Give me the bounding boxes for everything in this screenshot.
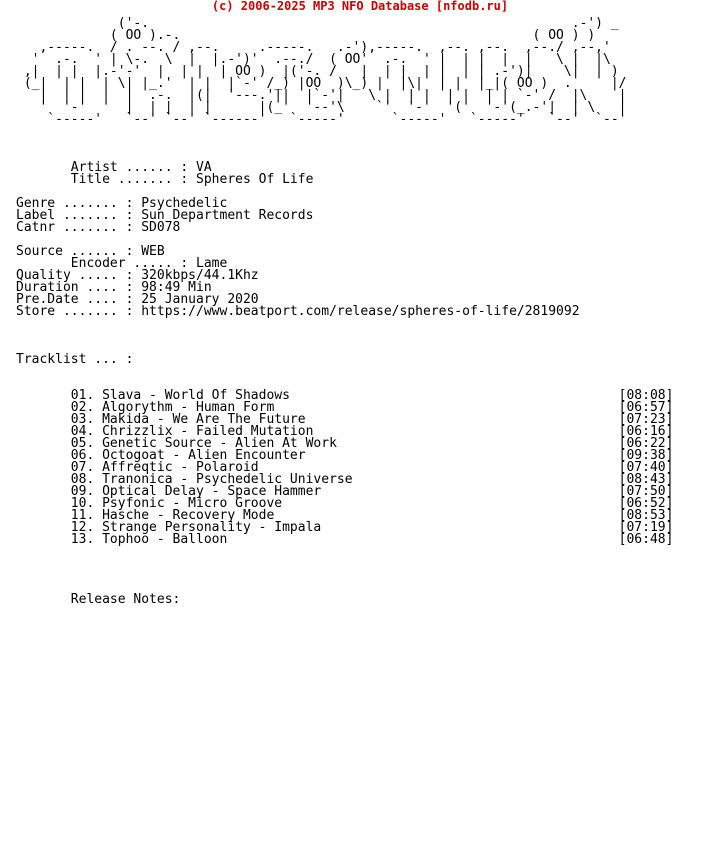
ascii-logo-line: ,| | | |.-'-' | | | | OO ) |('-. / | | | | | | | .-')| \| | ) <box>16 64 619 79</box>
track-row: 02. Algorythm - Human Form [06:57] <box>16 400 674 415</box>
blank-line <box>16 330 673 342</box>
blank-line <box>16 366 673 378</box>
track-row: 01. Slava - World Of Shadows [08:08] <box>16 388 674 403</box>
blank-line <box>16 138 673 150</box>
release-notes-label: Release Notes: <box>16 592 181 607</box>
track-row: 11. Hasche - Recovery Mode [08:53] <box>16 508 674 523</box>
store-line: Store ....... : https://www.beatport.com/release/spheres-of-life/2819092 <box>16 304 580 319</box>
ascii-logo-line: ( OO ).-. ( OO ) ) <box>16 28 596 43</box>
ascii-logo-line: ' .-. ' | \-. \ | |.-')' .--./ ( OO' .-. ' | | | | | \ | |\ <box>16 52 611 67</box>
tracklist-label: Tracklist ... : <box>16 352 134 367</box>
ascii-logo-line: ' '-' ' | | | | | |(_' '--'\ `' '-' '(' '-'(_.-'| | \ | <box>16 100 627 115</box>
track-row: 07. Affreqtic - Polaroid [07:40] <box>16 460 674 475</box>
track-row: 13. Tophoo - Balloon [06:48] <box>16 532 674 547</box>
source-line: Source ...... : WEB <box>16 244 165 259</box>
track-row: 08. Tranonica - Psychedelic Universe [08:43] <box>16 472 674 487</box>
track-row: 03. Makida - We Are The Future [07:23] <box>16 412 674 427</box>
predate-line: Pre.Date .... : 25 January 2020 <box>16 292 259 307</box>
blank-line <box>16 546 673 558</box>
nfo-text <box>16 18 673 606</box>
blank-line <box>16 570 673 582</box>
ascii-logo-line: ,-----. / . --. / ,--. .-----. .-'),-----. ,--. ,--. ,--./ ,--,' <box>16 40 611 55</box>
ascii-logo-line: | | | | | .-. |(| '---.'|| |`-'| \ | | | | | | | `-' / |\ | <box>16 88 627 103</box>
ascii-logo-line: ('-. .-') _ <box>16 16 619 31</box>
catnr-line: Catnr ....... : SD078 <box>16 220 181 235</box>
ascii-logo-line: (_| | | | \| |_.' | | |`-' /_) |OO )\_) | |\| | | |_|( OO ) . |/ <box>16 76 627 91</box>
title-line: Title ....... : Spheres Of Life <box>16 172 314 187</box>
track-row: 12. Strange Personality - Impala [07:19] <box>16 520 674 535</box>
artist-line: Artist ...... : VA <box>16 160 212 175</box>
track-row: 09. Optical Delay - Space Hammer [07:50] <box>16 484 674 499</box>
quality-line: Quality ..... : 320kbps/44.1Khz <box>16 268 259 283</box>
blank-line <box>16 558 673 570</box>
label-line: Label ....... : Sun Department Records <box>16 208 314 223</box>
genre-line: Genre ....... : Psychedelic <box>16 196 228 211</box>
encoder-line: Encoder ..... : Lame <box>16 256 228 271</box>
copyright-header: (c) 2006-2025 MP3 NFO Database [nfodb.ru] <box>211 0 509 13</box>
blank-line <box>16 318 673 330</box>
duration-line: Duration .... : 98:49 Min <box>16 280 212 295</box>
track-row: 04. Chrizzlix - Failed Mutation [06:16] <box>16 424 674 439</box>
track-row: 10. Psyfonic - Micro Groove [06:52] <box>16 496 674 511</box>
track-row: 05. Genetic Source - Alien At Work [06:22] <box>16 436 674 451</box>
ascii-logo-line: `-----' `--' `--' `------' `-----' `-----' `-----' `--' `--' <box>16 112 627 127</box>
track-row: 06. Octogoat - Alien Encounter [09:38] <box>16 448 674 463</box>
